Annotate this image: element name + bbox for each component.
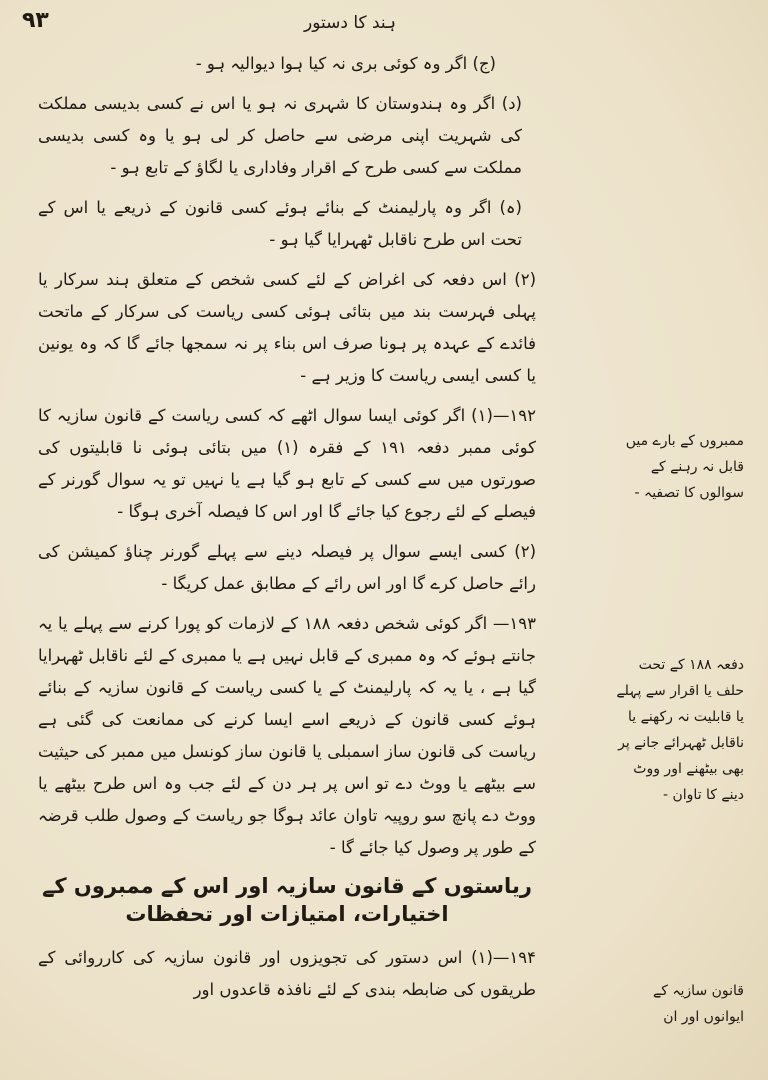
article-192-clause-2: (۲) کسی ایسے سوال پر فیصلہ دینے سے پہلے گورنر چناؤ کمیشن کی رائے حاصل کرے گا اور اس رائے کے مطابق عمل کریگا - [38, 542, 536, 593]
margin-note-194: قانون سازیہ کے ایوانوں اور ان [653, 983, 744, 1025]
margin-note-193: دفعہ ۱۸۸ کے تحت حلف یا اقرار سے پہلے یا قابلیت نہ رکھنے یا ناقابل ٹھہرائے جانے پر بھی بیٹھنے اور ووٹ دینے کا تاوان - [616, 657, 744, 803]
section-heading: ریاستوں کے قانون سازیہ اور اس کے ممبروں کے اختیارات، امتیازات اور تحفظات [42, 874, 532, 926]
article-192: ۱۹۲—(۱) اگر کوئی ایسا سوال اٹھے کہ کسی ریاست کے قانون سازیہ کا کوئی ممبر دفعہ ۱۹۱ کے فقرہ (۱) میں بتائی ہوئی نا قابلیتوں کی صورتوں میں سے کسی کے تابع ہو گیا ہے یا نہیں تو یہ سوال گورنر کے فیصلے کے لئے رجوع کیا جائے گا اور اس کا فیصلہ آخری ہوگا - [38, 406, 536, 521]
main-text-column [38, 48, 536, 1014]
article-194: ۱۹۴—(۱) اس دستور کی تجویزوں اور قانون سازیہ کی کارروائی کے طریقوں کی ضابطہ بندی کے لئے نافذہ قاعدوں اور [38, 948, 536, 999]
running-title: ہند کا دستور [303, 13, 397, 33]
article-193: ۱۹۳— اگر کوئی شخص دفعہ ۱۸۸ کے لازمات کو پورا کرنے سے پہلے یا یہ جانتے ہوئے کہ وہ ممبری کے قابل نہیں ہے یا ممبری کے لئے ناقابل ٹھہرایا گیا ہے ، یا یہ کہ پارلیمنٹ کے یا کسی ریاست کے قانون سازیہ کے بنائے ہوئے کسی قانون کے ذریعے اسے ایسا کرنے کی ممانعت کی گئی ہے ریاست کی قانون ساز اسمبلی یا قانون ساز کونسل میں ممبر کی حیثیت سے بیٹھے یا ووٹ دے تو اس پر ہر دن کے لئے جب وہ اس طرح بیٹھے یا ووٹ دے پانچ سو روپیہ تاوان عائد ہوگا جو ریاست کے وصول طلب قرضہ کے طور پر وصول کیا جائے گا - [38, 614, 536, 857]
clause-c: (ج) اگر وہ کوئی بری نہ کیا ہوا دیوالیہ ہو - [195, 54, 496, 73]
page-number: ۹۳ [22, 8, 49, 33]
subsection-2: (۲) اس دفعہ کی اغراض کے لئے کسی شخص کے متعلق ہند سرکار یا پہلی فہرست بند میں بتائی ہوئی کسی ریاست کی سرکار کے ماتحت فائدے کے عہدہ پر ہونا صرف اس بناء پر نہ سمجھا جائے گا کہ وہ یونین یا کسی ایسی ریاست کا وزیر ہے - [38, 270, 536, 385]
clause-h: (ہ) اگر وہ پارلیمنٹ کے بنائے ہوئے کسی قانون کے ذریعے یا اس کے تحت اس طرح ناقابل ٹھہرایا گیا ہو - [38, 198, 522, 249]
clause-d: (د) اگر وہ ہندوستان کا شہری نہ ہو یا اس نے کسی بدیسی مملکت کی شہریت اپنی مرضی سے حاصل کر لی ہو یا وہ کسی بدیسی مملکت سے کسی طرح کے اقرار وفاداری یا لگاؤ کے تابع ہو - [38, 94, 522, 177]
margin-note-192: ممبروں کے بارے میں قابل نہ رہنے کے سوالوں کا تصفیہ - [625, 433, 744, 501]
